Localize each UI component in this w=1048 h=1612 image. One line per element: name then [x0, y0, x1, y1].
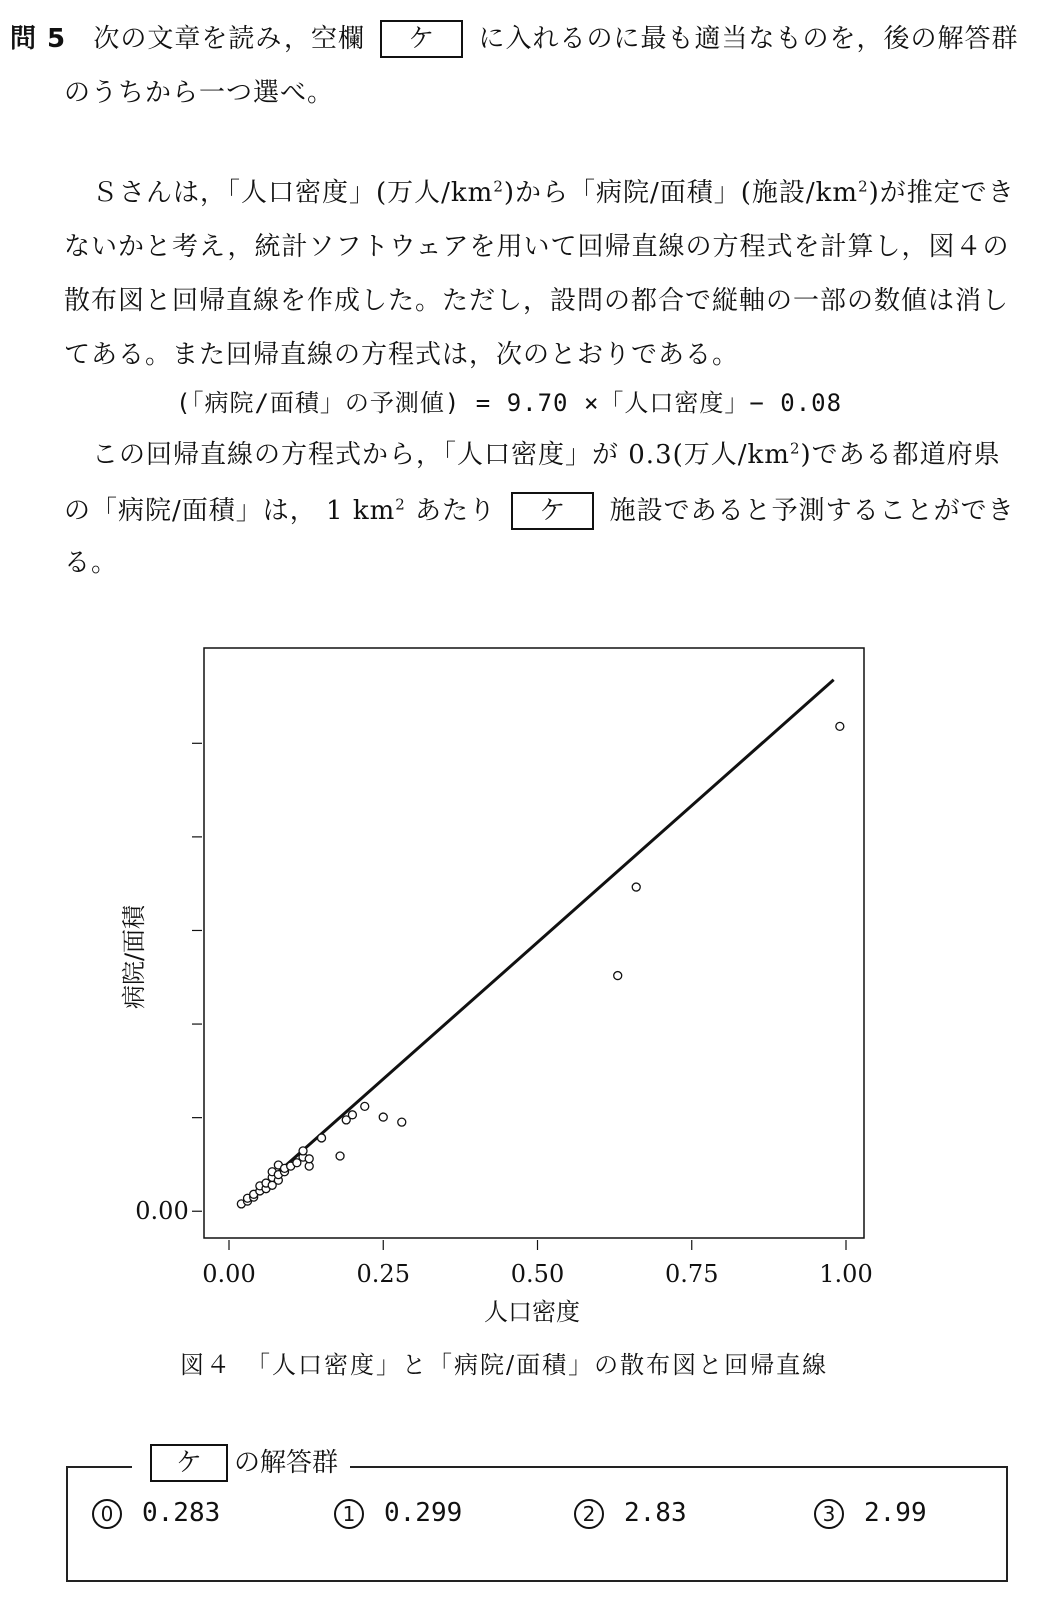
- regression-formula: (「病院/面積」の予測値) = 9.70 ×「人口密度」− 0.08: [176, 389, 843, 417]
- question-line-2: のうちから一つ選べ。: [64, 78, 335, 108]
- passage-text: Ｓさんは，「人口密度」(万人/km: [92, 178, 494, 208]
- blank-box: ケ: [511, 492, 594, 530]
- data-point: [336, 1152, 344, 1160]
- blank-box: ケ: [150, 1444, 228, 1482]
- passage-line-5: [92, 438, 1001, 472]
- question-intro-b: に入れるのに最も適当なものを，後の解答群: [478, 24, 1019, 54]
- data-point: [836, 722, 844, 730]
- y-axis-label: 病院/面積: [120, 904, 148, 1010]
- x-tick-label: 0.00: [202, 1260, 256, 1288]
- passage-line-4: てある。また回帰直線の方程式は，次のとおりである。: [64, 340, 740, 370]
- passage-text: )から「病院/面積」(施設/km: [503, 178, 859, 208]
- passage-line-6: [64, 492, 1015, 530]
- passage-text: あたり: [405, 496, 497, 526]
- choice-marker: 1: [334, 1499, 364, 1529]
- x-tick-label: 0.50: [510, 1260, 565, 1288]
- data-point: [348, 1111, 356, 1119]
- choice-value: 0.283: [142, 1498, 221, 1528]
- question-number: 問 5: [10, 24, 67, 54]
- y-tick-label: 0.00: [135, 1197, 189, 1226]
- superscript: 2: [789, 439, 801, 458]
- choice-value: 2.83: [624, 1498, 687, 1528]
- blank-box: ケ: [380, 20, 463, 58]
- superscript: 2: [493, 177, 504, 196]
- data-point: [299, 1147, 307, 1155]
- passage-line-7: る。: [64, 548, 119, 578]
- x-axis-label: 人口密度: [484, 1298, 580, 1326]
- superscript: 2: [395, 495, 406, 514]
- question-line-1: [10, 20, 1019, 58]
- choice-3[interactable]: [814, 1498, 927, 1529]
- passage-text: 施設であると予測することができ: [609, 496, 1015, 526]
- x-tick-label: 0.75: [665, 1260, 719, 1288]
- data-point: [318, 1134, 326, 1142]
- passage-line-3: 散布図と回帰直線を作成した。ただし，設問の都合で縦軸の一部の数値は消し: [64, 286, 1010, 316]
- scatter-chart: [0, 630, 1048, 1330]
- choice-value: 0.299: [384, 1498, 463, 1528]
- choice-marker: 0: [92, 1499, 122, 1529]
- x-tick-label: 1.00: [819, 1260, 873, 1288]
- answer-group-header: [132, 1442, 350, 1482]
- data-point: [614, 972, 622, 980]
- passage-text: )である都道府県: [800, 440, 1001, 470]
- data-point: [379, 1113, 387, 1121]
- choice-value: 2.99: [864, 1498, 927, 1528]
- regression-line: [241, 680, 833, 1205]
- superscript: 2: [858, 177, 869, 196]
- passage-text: )が推定でき: [868, 178, 1015, 208]
- data-point: [361, 1102, 369, 1110]
- passage-text: この回帰直線の方程式から，「人口密度」が 0.3(万人/km: [92, 440, 790, 470]
- choice-2[interactable]: [574, 1498, 687, 1529]
- choice-1[interactable]: [334, 1498, 462, 1529]
- passage-line-2: ないかと考え，統計ソフトウェアを用いて回帰直線の方程式を計算し，図４の: [64, 232, 1010, 262]
- question-intro-a: 次の文章を読み，空欄: [93, 24, 365, 54]
- choice-marker: 3: [814, 1499, 844, 1529]
- choice-0[interactable]: [92, 1498, 220, 1529]
- choice-marker: 2: [574, 1499, 604, 1529]
- data-point: [632, 883, 640, 891]
- data-point: [305, 1155, 313, 1163]
- x-tick-label: 0.25: [356, 1260, 410, 1288]
- passage-text: の「病院/面積」は， 1 km: [64, 496, 396, 526]
- figure-caption: 図４ 「人口密度」と「病院/面積」の散布図と回帰直線: [180, 1351, 829, 1379]
- passage-line-1: [92, 176, 1015, 210]
- answer-group-label: の解答群: [234, 1448, 339, 1478]
- data-point: [398, 1118, 406, 1126]
